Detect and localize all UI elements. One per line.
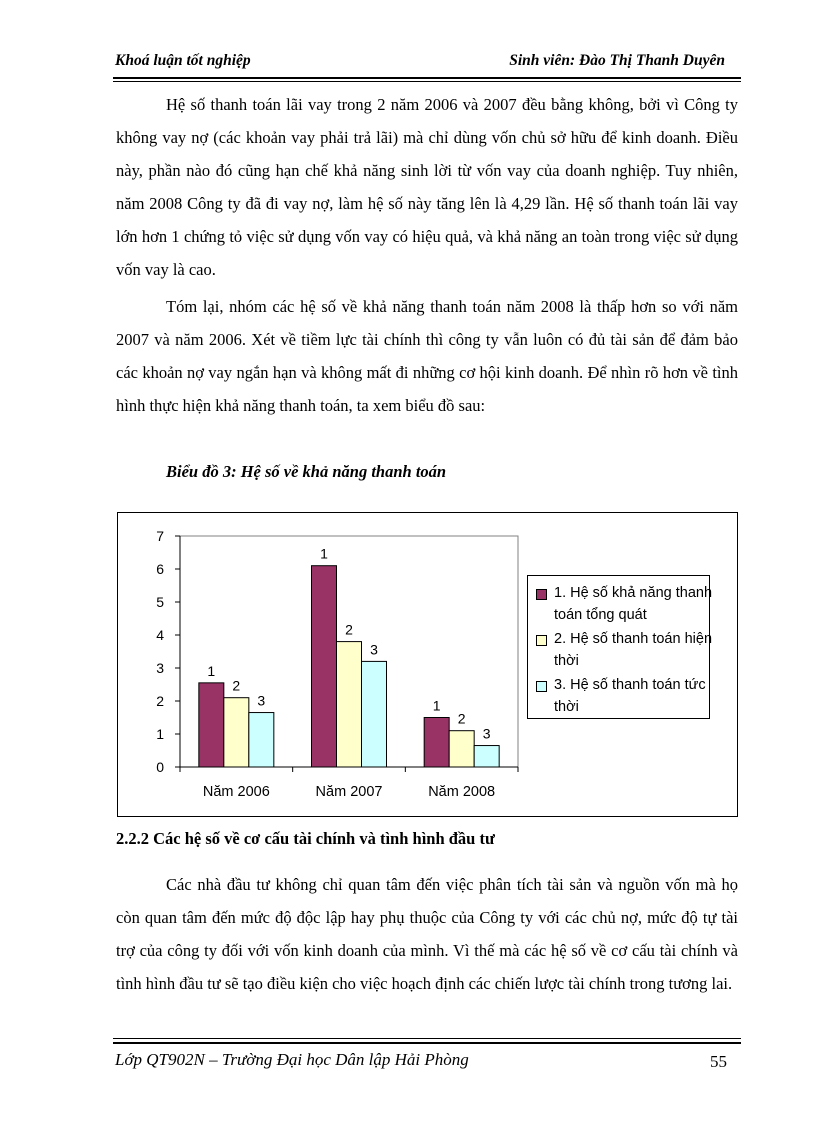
bar-3-1 xyxy=(249,713,274,767)
bar-data-label: 2 xyxy=(232,677,241,694)
bar-data-label: 2 xyxy=(457,710,466,727)
header-rule-thin xyxy=(113,81,741,82)
bar-2-3 xyxy=(449,731,474,767)
page-header xyxy=(113,52,739,76)
bar-3-3 xyxy=(474,746,499,767)
header-thesis-title: Khoá luận tốt nghiệp xyxy=(115,52,251,69)
legend-label-series-3: 3. Hệ số thanh toán tức thời xyxy=(554,677,706,715)
bar-2-2 xyxy=(337,642,362,767)
x-category-label: Năm 2007 xyxy=(315,784,383,800)
chart-caption: Biểu đồ 3: Hệ số về khả năng thanh toán xyxy=(166,462,447,481)
bar-data-label: 3 xyxy=(370,641,378,658)
bar-3-2 xyxy=(362,661,387,767)
y-tick-label: 0 xyxy=(156,759,164,775)
bar-data-label: 3 xyxy=(482,725,491,742)
bar-data-label: 3 xyxy=(257,692,266,709)
legend-swatch-series-2 xyxy=(536,635,547,646)
bar-1-3 xyxy=(424,718,449,768)
bar-data-label: 1 xyxy=(432,697,441,714)
section-heading: 2.2.2 Các hệ số về cơ cấu tài chính và tình hình đầu tư xyxy=(116,829,495,848)
bar-data-label: 2 xyxy=(345,621,353,638)
legend-swatch-series-1 xyxy=(536,589,547,600)
y-tick-label: 1 xyxy=(156,726,164,742)
page-number: 55 xyxy=(710,1052,727,1071)
y-tick-label: 4 xyxy=(156,627,164,643)
y-tick-label: 6 xyxy=(156,561,164,577)
x-category-label: Năm 2008 xyxy=(428,784,496,800)
x-category-label: Năm 2006 xyxy=(202,784,270,800)
bar-data-label: 1 xyxy=(320,545,328,562)
footer-rule xyxy=(113,1042,741,1044)
bar-2-1 xyxy=(224,698,249,767)
legend-swatch-series-3 xyxy=(536,681,547,692)
bar-data-label: 1 xyxy=(207,662,216,679)
paragraph-investors: Các nhà đầu tư không chỉ quan tâm đến việc phân tích tài sản và nguồn vốn mà họ còn quan tâm đến mức độ độc lập hay phụ thuộc của Công ty với các chủ nợ, mức độ tự tài trợ của công ty đối với vốn kinh doanh của mình. Vì thế mà các hệ số về cơ cấu tài chính và tình hình đầu tư sẽ tạo điều kiện cho việc hoạch định các chiến lược tài chính trong tương lai. xyxy=(116,875,738,993)
y-tick-label: 7 xyxy=(156,528,164,544)
y-tick-label: 2 xyxy=(156,693,164,709)
bar-1-1 xyxy=(199,683,224,767)
chart-legend xyxy=(527,575,713,719)
paragraph-summary: Tóm lại, nhóm các hệ số về khả năng thanh toán năm 2008 là thấp hơn so với năm 2007 và năm 2006. Xét về tiềm lực tài chính thì công ty vẫn luôn có đủ tài sản để đảm bảo các khoản nợ vay ngắn hạn và không mất đi những cơ hội kinh doanh. Để nhìn rõ hơn về tình hình thực hiện khả năng thanh toán, ta xem biểu đồ sau: xyxy=(116,297,738,415)
y-tick-label: 5 xyxy=(156,594,164,610)
footer-rule-thin xyxy=(113,1038,741,1039)
header-student-name: Sinh viên: Đào Thị Thanh Duyên xyxy=(509,52,725,69)
footer-class-school: Lớp QT902N – Trường Đại học Dân lập Hải Phòng xyxy=(115,1050,469,1069)
y-tick-label: 3 xyxy=(156,660,164,676)
paragraph-interest-coverage: Hệ số thanh toán lãi vay trong 2 năm 2006 và 2007 đều bằng không, bởi vì Công ty không vay nợ (các khoản vay phải trả lãi) mà chỉ dùng vốn chủ sở hữu để kinh doanh. Điều này, phần nào đó cũng hạn chế khả năng sinh lời từ vốn vay của doanh nghiệp. Tuy nhiên, năm 2008 Công ty đã đi vay nợ, làm hệ số này tăng lên là 4,29 lần. Hệ số thanh toán lãi vay lớn hơn 1 chứng tỏ việc sử dụng vốn vay có hiệu quả, và khả năng an toàn trong việc sử dụng vốn vay là cao. xyxy=(116,95,738,279)
page-footer xyxy=(113,1050,741,1076)
bar-1-2 xyxy=(312,566,337,767)
legend-label-series-2: 2. Hệ số thanh toán hiện thời xyxy=(554,631,713,669)
header-rule xyxy=(113,77,741,79)
legend-label-series-1: 1. Hệ số khả năng thanh toán tổng quát xyxy=(554,585,713,623)
